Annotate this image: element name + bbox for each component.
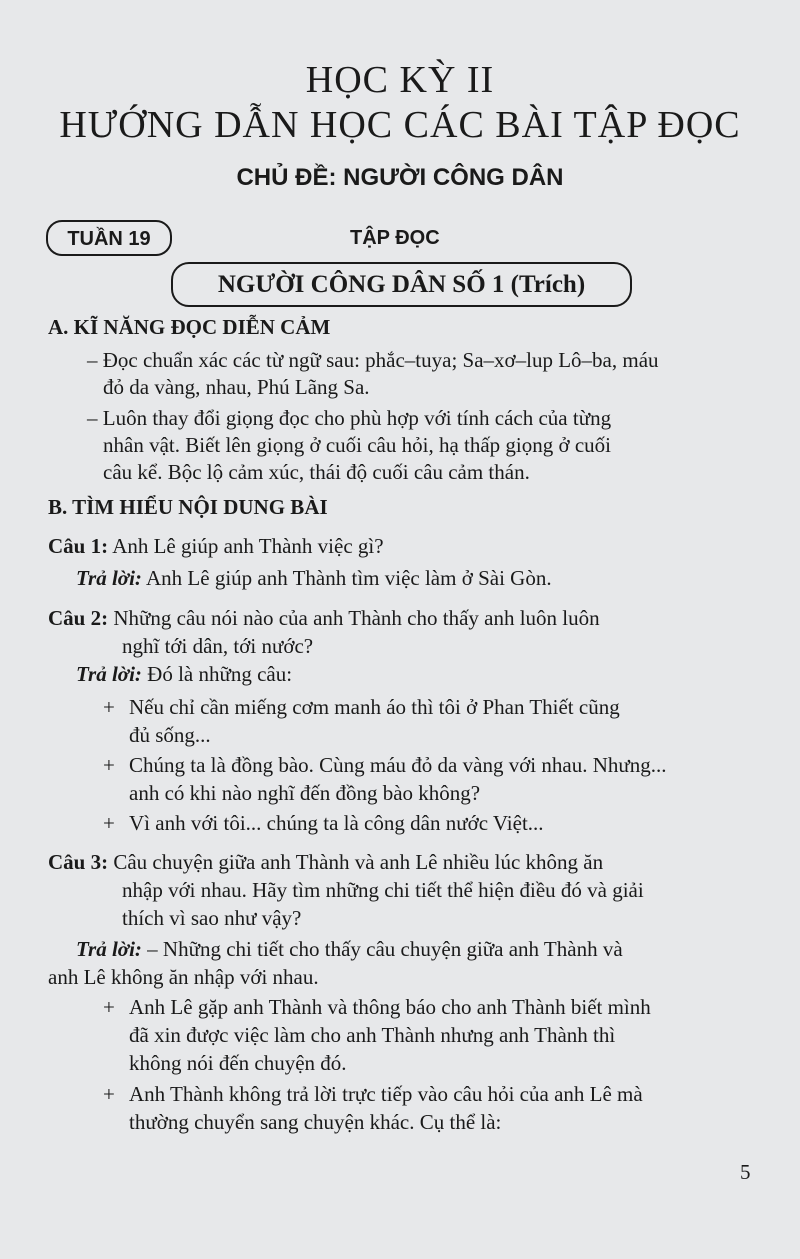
- answer-3-bullet-1-line-1: Anh Lê gặp anh Thành và thông báo cho anh Thành biết mình: [129, 995, 651, 1019]
- question-2-line-2: nghĩ tới dân, tới nước?: [122, 634, 314, 658]
- plus-bullet-icon: +: [103, 995, 115, 1019]
- question-1-text: Anh Lê giúp anh Thành việc gì?: [112, 534, 384, 558]
- question-3-line-3: thích vì sao như vậy?: [122, 906, 302, 930]
- question-3-line-2: nhập với nhau. Hãy tìm những chi tiết thể hiện điều đó và giải: [122, 878, 644, 902]
- guide-title: HƯỚNG DẪN HỌC CÁC BÀI TẬP ĐỌC: [59, 104, 741, 146]
- reading-label: TẬP ĐỌC: [350, 227, 440, 249]
- answer-3-bullet-1-line-3: không nói đến chuyện đó.: [129, 1051, 347, 1075]
- answer-2-bullet-3-line-1: Vì anh với tôi... chúng ta là công dân nước Việt...: [129, 811, 544, 835]
- answer-3-bullet-1: [103, 993, 651, 1022]
- answer-3-line-2: anh Lê không ăn nhập với nhau.: [48, 965, 319, 989]
- answer-1: [76, 564, 552, 593]
- answer-2-bullet-2-line-1: Chúng ta là đồng bào. Cùng máu đỏ da vàng với nhau. Nhưng...: [129, 753, 667, 777]
- plus-bullet-icon: +: [103, 753, 115, 777]
- question-2: [48, 604, 600, 633]
- plus-bullet-icon: +: [103, 1082, 115, 1106]
- question-3-label: Câu 3:: [48, 850, 109, 874]
- question-3-line-1: Câu chuyện giữa anh Thành và anh Lê nhiều lúc không ăn: [113, 850, 604, 874]
- answer-2-bullet-2: [103, 751, 667, 780]
- question-1-label: Câu 1:: [48, 534, 109, 558]
- answer-1-text: Anh Lê giúp anh Thành tìm việc làm ở Sài Gòn.: [146, 566, 552, 590]
- answer-3: [76, 935, 623, 964]
- lesson-title-box: NGƯỜI CÔNG DÂN SỐ 1 (Trích): [171, 262, 632, 307]
- answer-3-bullet-1-line-2: đã xin được việc làm cho anh Thành nhưng anh Thành thì: [129, 1023, 616, 1047]
- answer-3-line-1: – Những chi tiết cho thấy câu chuyện giữa anh Thành và: [147, 937, 623, 961]
- answer-3-bullet-2-line-1: Anh Thành không trả lời trực tiếp vào câu hỏi của anh Lê mà: [129, 1082, 643, 1106]
- question-2-line-1: Những câu nói nào của anh Thành cho thấy anh luôn luôn: [113, 606, 600, 630]
- plus-bullet-icon: +: [103, 811, 115, 835]
- page-number: 5: [740, 1160, 751, 1184]
- section-a-item-1-line-1: – Đọc chuẩn xác các từ ngữ sau: phắc–tuya; Sa–xơ–lup Lô–ba, máu: [87, 348, 659, 372]
- week-badge: TUẦN 19: [46, 220, 172, 256]
- answer-2-bullet-3: [103, 809, 544, 838]
- section-a-item-1-line-2: đỏ da vàng, nhau, Phú Lãng Sa.: [103, 375, 370, 399]
- question-3: [48, 848, 603, 877]
- plus-bullet-icon: +: [103, 695, 115, 719]
- answer-2-bullet-2-line-2: anh có khi nào nghĩ đến đồng bào không?: [129, 781, 481, 805]
- semester-heading: HỌC KỲ II: [305, 59, 495, 101]
- answer-2-bullet-1: [103, 693, 620, 722]
- section-a-item-2-line-3: câu kể. Bộc lộ cảm xúc, thái độ cuối câu cảm thán.: [103, 460, 530, 484]
- answer-3-bullet-2-line-2: thường chuyển sang chuyện khác. Cụ thể là:: [129, 1110, 502, 1134]
- answer-2-bullet-1-line-2: đủ sống...: [129, 723, 211, 747]
- answer-1-label: Trả lời:: [76, 566, 142, 590]
- answer-3-label: Trả lời:: [76, 937, 142, 961]
- answer-3-bullet-2: [103, 1080, 643, 1109]
- topic-heading: CHỦ ĐỀ: NGƯỜI CÔNG DÂN: [236, 164, 564, 191]
- section-a-item-2-line-1: – Luôn thay đổi giọng đọc cho phù hợp với tính cách của từng: [87, 406, 612, 430]
- section-a-item-2-line-2: nhân vật. Biết lên giọng ở cuối câu hỏi, hạ thấp giọng ở cuối: [103, 433, 612, 457]
- answer-2: [76, 660, 292, 689]
- question-2-label: Câu 2:: [48, 606, 109, 630]
- answer-2-label: Trả lời:: [76, 662, 142, 686]
- section-a-title: A. KĨ NĂNG ĐỌC DIỄN CẢM: [48, 315, 331, 339]
- answer-2-text: Đó là những câu:: [147, 662, 293, 686]
- answer-2-bullet-1-line-1: Nếu chỉ cần miếng cơm manh áo thì tôi ở Phan Thiết cũng: [129, 695, 620, 719]
- section-b-title: B. TÌM HIỂU NỘI DUNG BÀI: [48, 495, 328, 519]
- question-1: [48, 532, 384, 561]
